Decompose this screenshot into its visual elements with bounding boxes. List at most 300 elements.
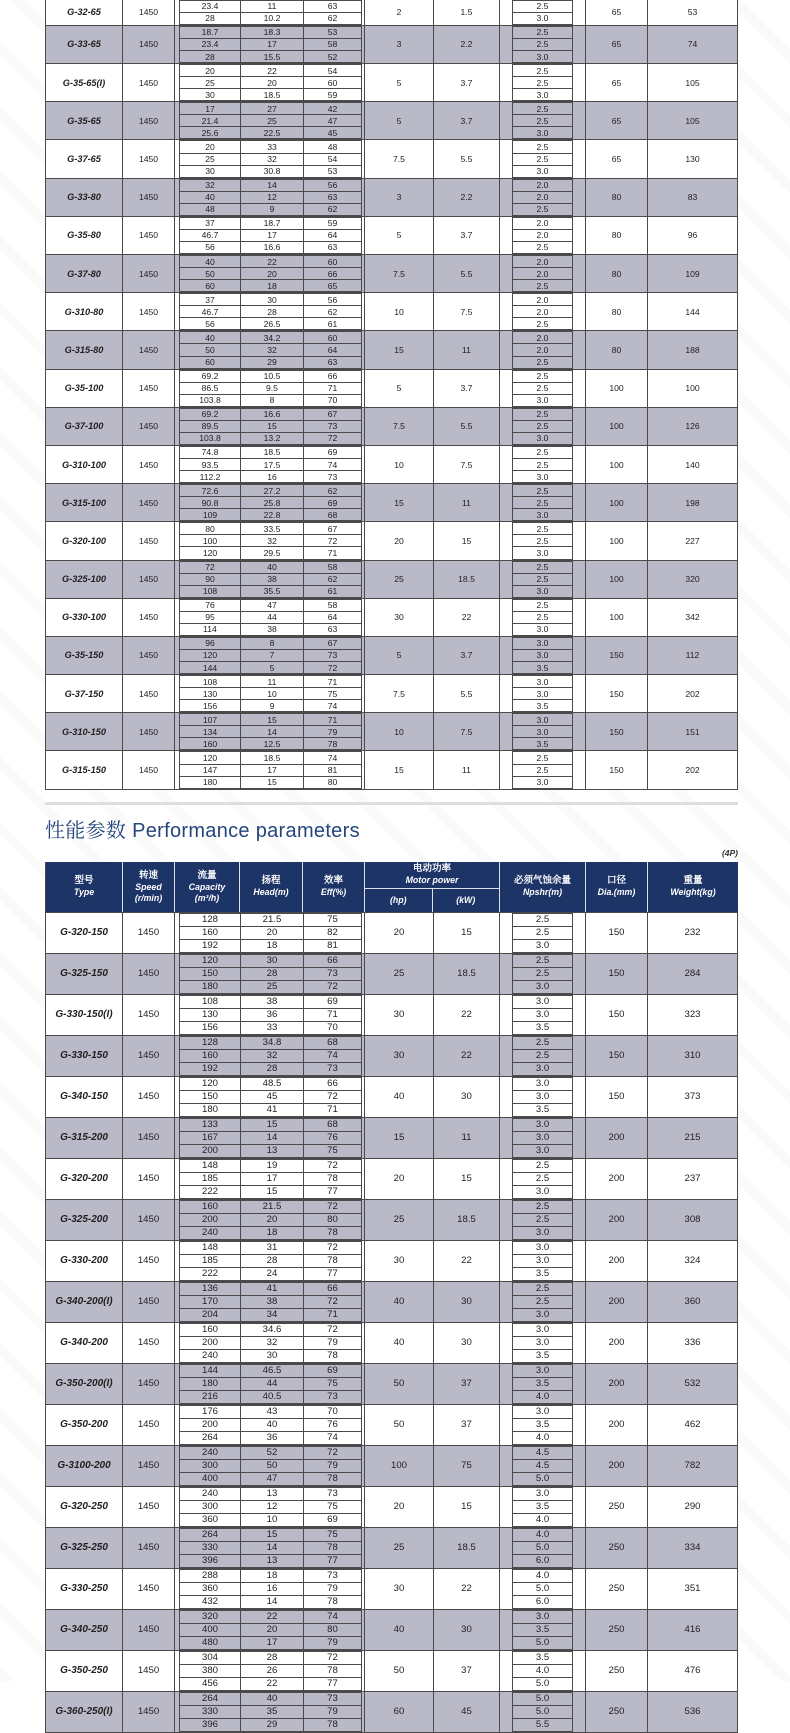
- capacity-value: 144: [180, 662, 241, 674]
- motor-kw: 37: [434, 1364, 500, 1404]
- capacity-head-eff-grid: [175, 913, 365, 953]
- pump-speed: 1450: [123, 637, 175, 674]
- eff-value: 60: [304, 332, 362, 344]
- pump-row: [46, 1364, 738, 1405]
- capacity-value: 200: [180, 1418, 241, 1431]
- npshr-value: 3.0: [512, 1077, 573, 1091]
- eff-value: 62: [304, 12, 362, 24]
- eff-value: 72: [304, 1295, 362, 1308]
- pump-row: [46, 1077, 738, 1118]
- dia-value: 150: [586, 675, 648, 712]
- eff-value: 72: [304, 1651, 362, 1664]
- head-value: 43: [241, 1405, 304, 1418]
- npshr-value: 3.0: [512, 1185, 573, 1199]
- head-value: 26.5: [241, 318, 304, 330]
- npshr-value: 4.0: [512, 1528, 573, 1542]
- capacity-value: 114: [180, 623, 241, 635]
- capacity-value: 264: [180, 1692, 241, 1705]
- motor-hp: 5: [365, 370, 434, 407]
- weight-value: 323: [648, 995, 738, 1035]
- pump-type: G-33-80: [46, 179, 123, 216]
- npshr-value: 3.0: [512, 649, 573, 662]
- pump-type: G-35-100: [46, 370, 123, 407]
- capacity-value: 93.5: [180, 459, 241, 471]
- head-value: 40: [241, 561, 304, 573]
- table-header: [46, 862, 738, 913]
- weight-value: 198: [648, 484, 738, 521]
- capacity-head-eff-grid: [175, 1036, 365, 1076]
- head-value: 40: [241, 1692, 304, 1705]
- npshr-stack: [512, 140, 573, 177]
- header-dia: 口径 Dia.(mm): [586, 862, 648, 912]
- npshr-stack: [512, 1200, 573, 1240]
- head-value: 17.5: [241, 459, 304, 471]
- pump-type: G-35-80: [46, 217, 123, 254]
- pump-type: G-310-100: [46, 446, 123, 483]
- header-motor-power: 电动功率 Motor power (hp) (kW): [365, 862, 500, 912]
- capacity-value: 46.7: [180, 306, 241, 318]
- motor-hp: 5: [365, 217, 434, 254]
- eff-value: 73: [304, 1692, 362, 1705]
- head-value: 29: [241, 1718, 304, 1731]
- motor-hp: 15: [365, 1118, 434, 1158]
- capacity-value: 69.2: [180, 408, 241, 420]
- pump-speed: 1450: [123, 1610, 175, 1650]
- head-value: 44: [241, 611, 304, 623]
- motor-hp: 40: [365, 1323, 434, 1363]
- motor-kw: 15: [434, 522, 500, 559]
- head-value: 10.2: [241, 12, 304, 24]
- motor-hp: 20: [365, 913, 434, 953]
- head-value: 35.5: [241, 585, 304, 597]
- eff-value: 75: [304, 913, 362, 926]
- eff-value: 77: [304, 1185, 362, 1198]
- eff-value: 69: [304, 995, 362, 1008]
- motor-hp: 30: [365, 1036, 434, 1076]
- section-divider: [45, 802, 738, 805]
- npshr-stack: [512, 599, 573, 636]
- head-value: 22: [241, 65, 304, 77]
- head-value: 34.6: [241, 1323, 304, 1336]
- head-value: 20: [241, 1213, 304, 1226]
- pump-speed: 1450: [123, 102, 175, 139]
- capacity-value: 400: [180, 1472, 241, 1485]
- eff-value: 73: [304, 1390, 362, 1403]
- pump-type: G-350-200: [46, 1405, 123, 1445]
- capacity-value: 112.2: [180, 471, 241, 483]
- pump-speed: 1450: [123, 913, 175, 953]
- capacity-value: 380: [180, 1664, 241, 1677]
- dia-value: 100: [586, 522, 648, 559]
- pump-row: [46, 1692, 738, 1733]
- motor-kw: 18.5: [434, 954, 500, 994]
- eff-value: 71: [304, 1308, 362, 1321]
- eff-value: 74: [304, 1431, 362, 1444]
- motor-hp: 50: [365, 1651, 434, 1691]
- pump-type: G-325-150: [46, 954, 123, 994]
- capacity-value: 90: [180, 573, 241, 585]
- dia-value: 65: [586, 102, 648, 139]
- npshr-value: 3.0: [512, 1254, 573, 1268]
- weight-value: 324: [648, 1241, 738, 1281]
- npshr-value: 3.0: [512, 1144, 573, 1158]
- capacity-value: 192: [180, 939, 241, 952]
- eff-value: 72: [304, 1446, 362, 1459]
- npshr-value: 5.0: [512, 1541, 573, 1555]
- capacity-value: 160: [180, 738, 241, 750]
- pump-speed: 1450: [123, 140, 175, 177]
- npshr-value: 2.5: [512, 522, 573, 535]
- pump-type: G-37-65: [46, 140, 123, 177]
- capacity-value: 192: [180, 1062, 241, 1075]
- head-value: 13.2: [241, 432, 304, 444]
- head-value: 14: [241, 179, 304, 191]
- head-value: 16.6: [241, 241, 304, 253]
- head-value: 17: [241, 229, 304, 241]
- pump-speed: 1450: [123, 1118, 175, 1158]
- pump-row: [46, 522, 738, 560]
- pump-row: [46, 1282, 738, 1323]
- head-value: 11: [241, 1, 304, 13]
- eff-value: 63: [304, 241, 362, 253]
- eff-value: 82: [304, 926, 362, 939]
- motor-kw: 5.5: [434, 255, 500, 292]
- dia-value: 65: [586, 26, 648, 63]
- capacity-value: 30: [180, 165, 241, 177]
- capacity-value: 185: [180, 1254, 241, 1267]
- pump-row: [46, 1200, 738, 1241]
- npshr-value: 3.5: [512, 1651, 573, 1665]
- npshr-value: 2.5: [512, 317, 573, 330]
- npshr-value: 3.0: [512, 1062, 573, 1076]
- head-value: 34.8: [241, 1036, 304, 1049]
- head-value: 18.5: [241, 89, 304, 101]
- eff-value: 61: [304, 585, 362, 597]
- head-value: 10: [241, 688, 304, 700]
- pump-row: [46, 561, 738, 599]
- eff-value: 63: [304, 191, 362, 203]
- eff-value: 77: [304, 1554, 362, 1567]
- eff-value: 78: [304, 1254, 362, 1267]
- capacity-head-eff-grid: [175, 1405, 365, 1445]
- head-value: 14: [241, 726, 304, 738]
- npshr-value: 4.5: [512, 1446, 573, 1460]
- pump-row: [46, 913, 738, 954]
- performance-table-top: [45, 0, 738, 790]
- capacity-value: 240: [180, 1446, 241, 1459]
- motor-hp: 3: [365, 26, 434, 63]
- capacity-value: 160: [180, 926, 241, 939]
- npshr-value: 2.5: [512, 599, 573, 612]
- npshr-stack: [512, 217, 573, 254]
- npshr-value: 2.5: [512, 114, 573, 127]
- npshr-value: 3.0: [512, 1364, 573, 1378]
- eff-value: 59: [304, 217, 362, 229]
- weight-value: 232: [648, 913, 738, 953]
- pump-speed: 1450: [123, 255, 175, 292]
- npshr-stack: [512, 64, 573, 101]
- npshr-value: 2.5: [512, 1036, 573, 1050]
- npshr-value: 2.0: [512, 255, 573, 268]
- head-value: 15: [241, 1528, 304, 1541]
- pump-row: [46, 102, 738, 140]
- motor-hp: 40: [365, 1077, 434, 1117]
- eff-value: 71: [304, 382, 362, 394]
- capacity-head-eff-grid: [175, 995, 365, 1035]
- motor-kw: 22: [434, 599, 500, 636]
- head-value: 12: [241, 1500, 304, 1513]
- npshr-value: 3.5: [512, 661, 573, 674]
- eff-value: 73: [304, 420, 362, 432]
- capacity-value: 50: [180, 344, 241, 356]
- eff-value: 70: [304, 1405, 362, 1418]
- npshr-stack: [512, 561, 573, 598]
- eff-value: 71: [304, 1103, 362, 1116]
- pump-type: G-35-65: [46, 102, 123, 139]
- npshr-value: 3.0: [512, 1336, 573, 1350]
- npshr-stack: [512, 1569, 573, 1609]
- npshr-value: 2.5: [512, 1213, 573, 1227]
- eff-value: 72: [304, 662, 362, 674]
- head-value: 25: [241, 980, 304, 993]
- capacity-head-eff-grid: [175, 370, 365, 407]
- motor-kw: 15: [434, 1159, 500, 1199]
- motor-kw: 22: [434, 1036, 500, 1076]
- capacity-head-eff-grid: [175, 331, 365, 368]
- weight-value: 126: [648, 408, 738, 445]
- pump-type: G-350-250: [46, 1651, 123, 1691]
- capacity-value: 396: [180, 1718, 241, 1731]
- pump-speed: 1450: [123, 1651, 175, 1691]
- head-value: 24: [241, 1267, 304, 1280]
- head-value: 9: [241, 700, 304, 712]
- capacity-value: 200: [180, 1144, 241, 1157]
- dia-value: 200: [586, 1446, 648, 1486]
- head-value: 35: [241, 1705, 304, 1718]
- npshr-value: 3.0: [512, 725, 573, 738]
- capacity-value: 300: [180, 1500, 241, 1513]
- weight-value: 202: [648, 751, 738, 788]
- capacity-value: 180: [180, 1103, 241, 1116]
- weight-value: 74: [648, 26, 738, 63]
- eff-value: 79: [304, 1582, 362, 1595]
- capacity-head-eff-grid: [175, 140, 365, 177]
- capacity-value: 28: [180, 12, 241, 24]
- npshr-value: 2.5: [512, 102, 573, 115]
- head-value: 27: [241, 103, 304, 115]
- motor-hp: 50: [365, 1364, 434, 1404]
- eff-value: 72: [304, 1200, 362, 1213]
- head-value: 20: [241, 926, 304, 939]
- npshr-value: 3.0: [512, 1323, 573, 1337]
- head-value: 17: [241, 1636, 304, 1649]
- head-value: 18: [241, 1569, 304, 1582]
- head-value: 38: [241, 995, 304, 1008]
- eff-value: 66: [304, 954, 362, 967]
- npshr-stack: [512, 293, 573, 330]
- eff-value: 74: [304, 700, 362, 712]
- npshr-stack: [512, 1610, 573, 1650]
- eff-value: 52: [304, 51, 362, 63]
- capacity-value: 480: [180, 1636, 241, 1649]
- npshr-value: 2.5: [512, 458, 573, 471]
- head-value: 9.5: [241, 382, 304, 394]
- header-type: 型号 Type: [46, 862, 123, 912]
- pump-type: G-330-150: [46, 1036, 123, 1076]
- head-value: 8: [241, 637, 304, 649]
- dia-value: 200: [586, 1323, 648, 1363]
- npshr-stack: [512, 0, 573, 25]
- eff-value: 56: [304, 179, 362, 191]
- capacity-value: 108: [180, 676, 241, 688]
- head-value: 30: [241, 1349, 304, 1362]
- weight-value: 227: [648, 522, 738, 559]
- head-value: 17: [241, 764, 304, 776]
- eff-value: 72: [304, 980, 362, 993]
- pump-row: [46, 1159, 738, 1200]
- capacity-value: 240: [180, 1226, 241, 1239]
- head-value: 15: [241, 1185, 304, 1198]
- capacity-head-eff-grid: [175, 1282, 365, 1322]
- motor-kw: 37: [434, 1651, 500, 1691]
- eff-value: 63: [304, 356, 362, 368]
- head-value: 48.5: [241, 1077, 304, 1090]
- eff-value: 58: [304, 38, 362, 50]
- npshr-stack: [512, 1323, 573, 1363]
- npshr-value: 2.5: [512, 203, 573, 216]
- weight-value: 109: [648, 255, 738, 292]
- npshr-value: 3.0: [512, 88, 573, 101]
- weight-value: 105: [648, 64, 738, 101]
- npshr-value: 3.0: [512, 1405, 573, 1419]
- eff-value: 78: [304, 1172, 362, 1185]
- pump-speed: 1450: [123, 751, 175, 788]
- capacity-head-eff-grid: [175, 1446, 365, 1486]
- motor-kw: 3.7: [434, 64, 500, 101]
- weight-value: 532: [648, 1364, 738, 1404]
- pump-type: G-37-150: [46, 675, 123, 712]
- head-value: 10: [241, 1513, 304, 1526]
- head-value: 14: [241, 1131, 304, 1144]
- head-value: 17: [241, 1172, 304, 1185]
- weight-value: 144: [648, 293, 738, 330]
- head-value: 25.8: [241, 497, 304, 509]
- capacity-value: 360: [180, 1513, 241, 1526]
- eff-value: 74: [304, 752, 362, 764]
- capacity-value: 60: [180, 280, 241, 292]
- weight-value: 202: [648, 675, 738, 712]
- head-value: 32: [241, 1336, 304, 1349]
- eff-value: 72: [304, 535, 362, 547]
- npshr-stack: [512, 1405, 573, 1445]
- header-eff: 效率 Eff(%): [303, 862, 365, 912]
- pump-row: [46, 1569, 738, 1610]
- npshr-value: 3.0: [512, 1131, 573, 1145]
- dia-value: 100: [586, 484, 648, 521]
- head-value: 13: [241, 1144, 304, 1157]
- npshr-value: 3.0: [512, 1610, 573, 1624]
- eff-value: 79: [304, 726, 362, 738]
- weight-value: 476: [648, 1651, 738, 1691]
- eff-value: 63: [304, 1, 362, 13]
- capacity-head-eff-grid: [175, 179, 365, 216]
- capacity-value: 148: [180, 1241, 241, 1254]
- motor-hp: 100: [365, 1446, 434, 1486]
- eff-value: 72: [304, 432, 362, 444]
- section-title-zh: 性能参数: [45, 819, 127, 842]
- npshr-stack: [512, 1446, 573, 1486]
- npshr-value: 4.0: [512, 1390, 573, 1404]
- npshr-stack: [512, 913, 573, 953]
- dia-value: 150: [586, 1036, 648, 1076]
- pump-speed: 1450: [123, 995, 175, 1035]
- npshr-value: 3.0: [512, 995, 573, 1009]
- pump-row: [46, 331, 738, 369]
- capacity-value: 120: [180, 752, 241, 764]
- npshr-value: 2.5: [512, 534, 573, 547]
- npshr-value: 3.0: [512, 1008, 573, 1022]
- pump-speed: 1450: [123, 1282, 175, 1322]
- capacity-value: 60: [180, 356, 241, 368]
- eff-value: 54: [304, 65, 362, 77]
- head-value: 20: [241, 77, 304, 89]
- capacity-value: 264: [180, 1431, 241, 1444]
- pump-speed: 1450: [123, 408, 175, 445]
- npshr-value: 2.5: [512, 356, 573, 369]
- capacity-value: 76: [180, 599, 241, 611]
- pump-row: [46, 751, 738, 789]
- capacity-value: 25: [180, 153, 241, 165]
- weight-value: 83: [648, 179, 738, 216]
- eff-value: 73: [304, 1487, 362, 1500]
- motor-kw: 11: [434, 1118, 500, 1158]
- head-value: 22.8: [241, 509, 304, 521]
- capacity-value: 20: [180, 65, 241, 77]
- npshr-value: 3.0: [512, 713, 573, 726]
- eff-value: 66: [304, 268, 362, 280]
- head-value: 18.7: [241, 217, 304, 229]
- capacity-value: 30: [180, 89, 241, 101]
- npshr-value: 2.5: [512, 561, 573, 574]
- head-value: 16: [241, 1582, 304, 1595]
- npshr-stack: [512, 1487, 573, 1527]
- eff-value: 78: [304, 1595, 362, 1608]
- head-value: 38: [241, 1295, 304, 1308]
- eff-value: 74: [304, 459, 362, 471]
- pump-row: [46, 140, 738, 178]
- table-body: [46, 913, 738, 1733]
- eff-value: 53: [304, 165, 362, 177]
- weight-value: 320: [648, 561, 738, 598]
- capacity-value: 21.4: [180, 115, 241, 127]
- head-value: 5: [241, 662, 304, 674]
- npshr-stack: [512, 522, 573, 559]
- pump-speed: 1450: [123, 179, 175, 216]
- npshr-value: 2.5: [512, 0, 573, 13]
- eff-value: 79: [304, 1705, 362, 1718]
- pump-speed: 1450: [123, 561, 175, 598]
- head-value: 32: [241, 535, 304, 547]
- eff-value: 72: [304, 1159, 362, 1172]
- pump-row: [46, 1446, 738, 1487]
- npshr-value: 2.5: [512, 1295, 573, 1309]
- eff-value: 69: [304, 446, 362, 458]
- eff-value: 42: [304, 103, 362, 115]
- weight-value: 215: [648, 1118, 738, 1158]
- pump-speed: 1450: [123, 522, 175, 559]
- capacity-value: 109: [180, 509, 241, 521]
- npshr-value: 2.5: [512, 1172, 573, 1186]
